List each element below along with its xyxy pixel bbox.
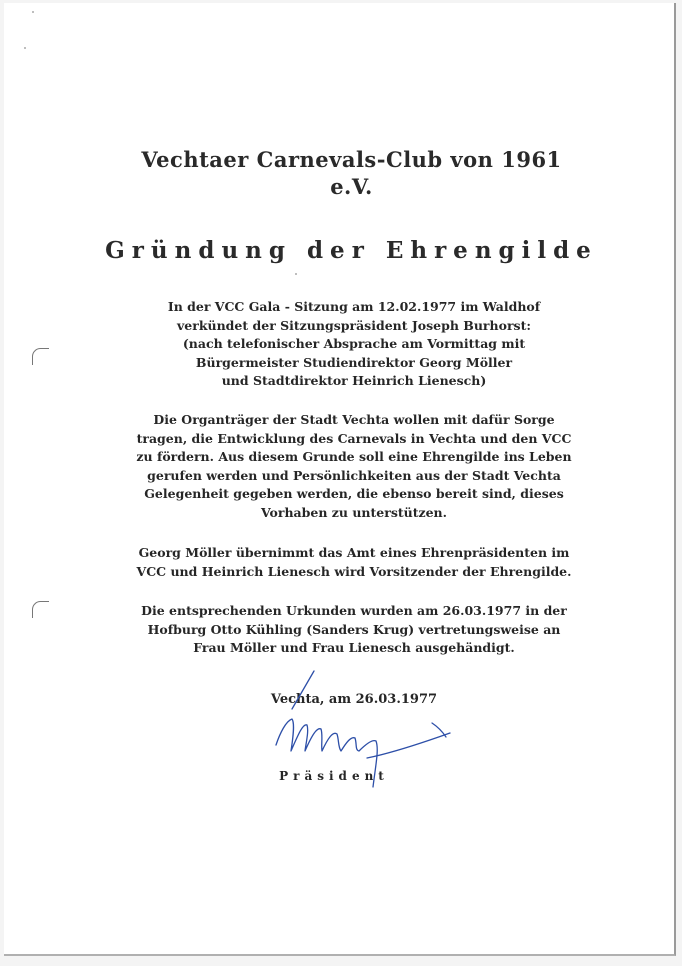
text-line: verkündet der Sitzungspräsident Joseph Burhorst:: [177, 317, 531, 333]
text-line: Hofburg Otto Kühling (Sanders Krug) vertretungsweise an: [147, 621, 561, 637]
text-line: gerufen werden und Persönlichkeiten aus der Stadt Vechta: [147, 467, 561, 483]
club-title-line: e.V.: [330, 174, 373, 199]
paragraph-offices: [99, 544, 609, 581]
punch-hole-mark: [32, 601, 49, 618]
text-line: Bürgermeister Studiendirektor Georg Möller: [195, 354, 513, 370]
paragraph-purpose: [99, 411, 609, 522]
document-page: [4, 3, 676, 956]
punch-hole-mark: [32, 348, 49, 365]
text-line: zu fördern. Aus diesem Grunde soll eine Ehrengilde ins Leben: [136, 449, 572, 464]
paper-speck: [32, 11, 34, 13]
text-line: tragen, die Entwicklung des Carnevals in Vechta und den VCC: [136, 430, 572, 446]
text-line: Gelegenheit gegeben werden, die ebenso bereit sind, dieses: [144, 486, 564, 501]
text-line: und Stadtdirektor Heinrich Lienesch): [221, 373, 487, 388]
paragraph-certificates: [99, 602, 609, 658]
club-title: [64, 146, 639, 200]
document-heading: Gründung der Ehrengilde: [105, 237, 598, 264]
place-and-date: Vechta, am 26.03.1977: [270, 692, 438, 707]
text-line: Georg Möller übernimmt das Amt eines Ehrenpräsidenten im: [138, 545, 570, 560]
text-line: Die entsprechenden Urkunden wurden am 26.03.1977 in der: [141, 603, 567, 618]
paper-speck: [295, 273, 297, 275]
text-line: Frau Möller und Frau Lienesch ausgehändigt.: [193, 640, 515, 655]
club-title-line: Vechtaer Carnevals-Club von 1961: [141, 147, 562, 172]
text-line: Die Organträger der Stadt Vechta wollen mit dafür Sorge: [153, 412, 555, 427]
text-line: VCC und Heinrich Lienesch wird Vorsitzender der Ehrengilde.: [136, 563, 572, 579]
text-line: In der VCC Gala - Sitzung am 12.02.1977 im Waldhof: [167, 299, 541, 314]
paper-speck: [24, 47, 26, 49]
text-line: (nach telefonischer Absprache am Vormittag mit: [182, 336, 526, 351]
paragraph-announcement: [99, 298, 609, 391]
text-line: Vorhaben zu unterstützen.: [261, 504, 447, 520]
signature-role: Präsident: [279, 769, 389, 783]
